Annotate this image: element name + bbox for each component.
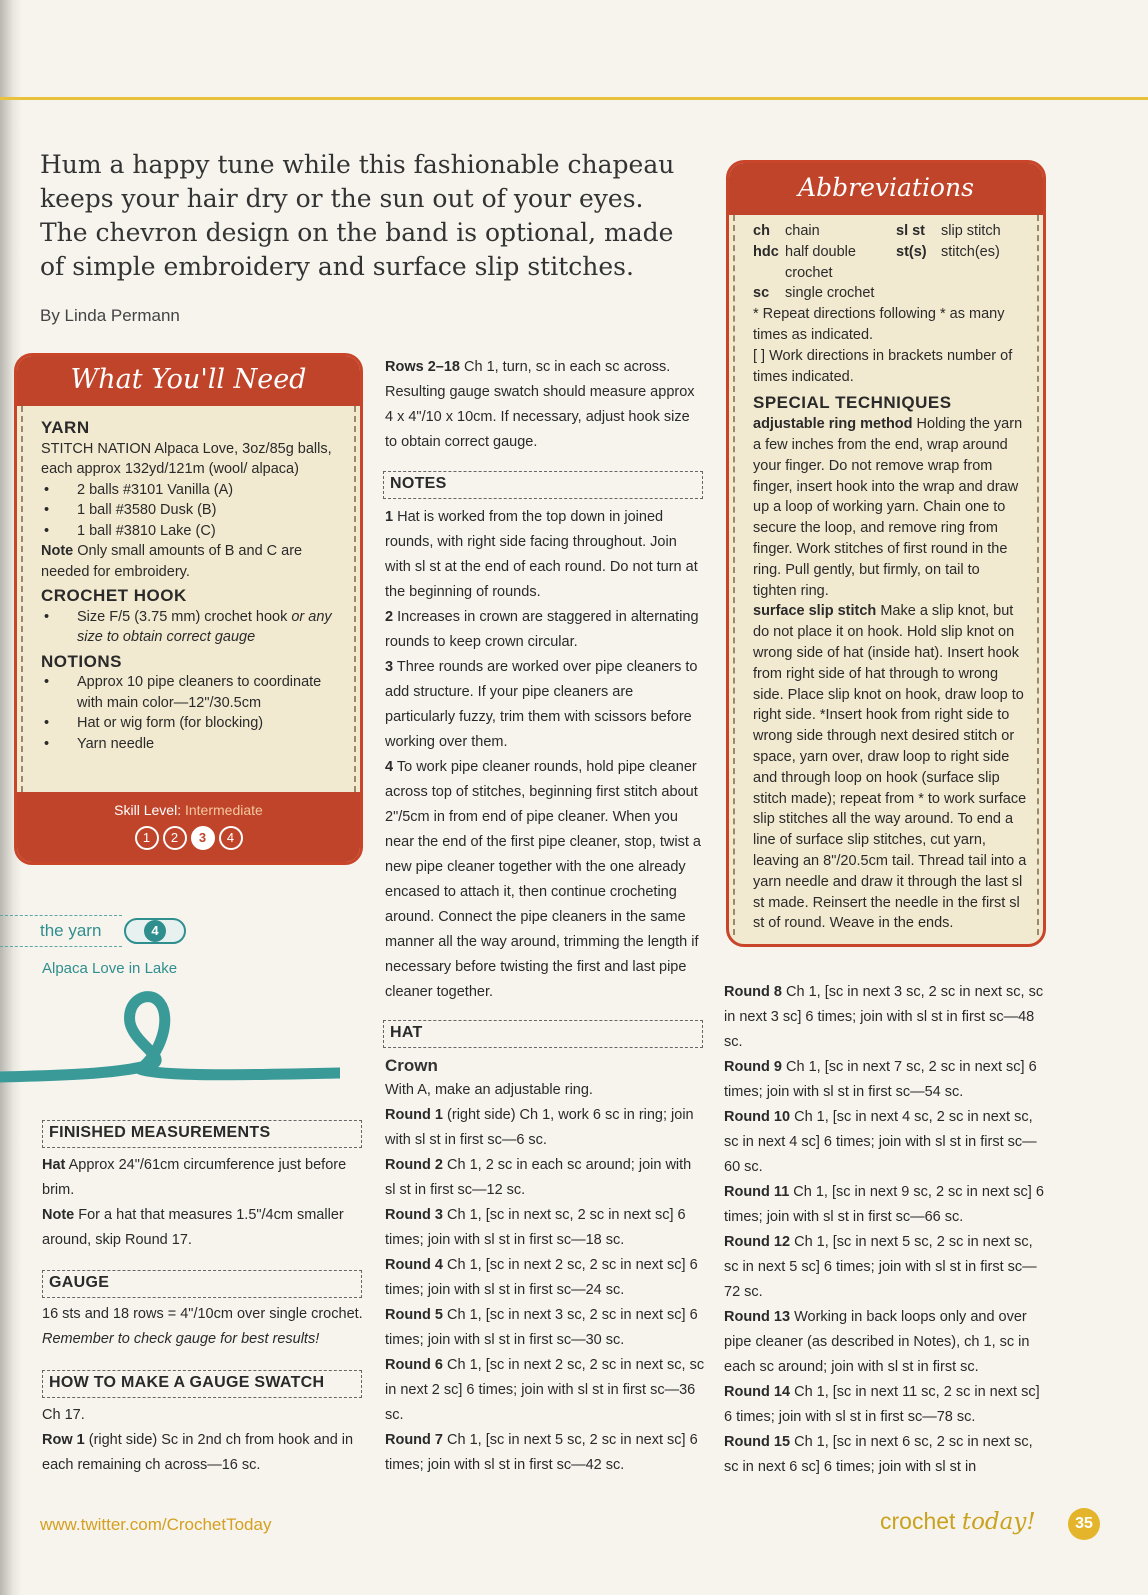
yarn-note bbox=[41, 541, 342, 582]
rows-label: Rows 2–18 bbox=[385, 359, 460, 375]
round-label: Round 3 bbox=[385, 1207, 443, 1223]
abbr-brackets: [ ] Work directions in brackets number of times indicated. bbox=[753, 347, 1013, 385]
round-text: Ch 1, 2 sc in each sc around; join with sl st in first sc—12 sc. bbox=[385, 1157, 692, 1198]
note-text: Hat is worked from the top down in joined rounds, with right side facing throughout. Join with sl st at the end of each round. Do not turn at the beginning of rounds. bbox=[385, 509, 698, 600]
rows-text: Ch 1, turn, sc in each sc across. Resulting gauge swatch should measure approx 4 x 4"/10 x 10cm. If necessary, adjust hook size to obtain correct gauge. bbox=[385, 359, 695, 450]
round-item bbox=[385, 1253, 705, 1303]
round-label: Round 14 bbox=[724, 1384, 791, 1400]
round-text: Ch 1, [sc in next 3 sc, 2 sc in next sc] 6 times; join with sl st in first sc—30 sc. bbox=[385, 1307, 698, 1348]
hat-text: Approx 24"/61cm circumference just before brim. bbox=[42, 1157, 347, 1198]
round-text: Ch 1, [sc in next 11 sc, 2 sc in next sc] 6 times; join with sl st in first sc—78 sc. bbox=[724, 1384, 1040, 1425]
notes-heading: NOTES bbox=[383, 471, 703, 499]
notions-item: • Hat or wig form (for blocking) bbox=[41, 713, 342, 734]
measure-note-label: Note bbox=[42, 1207, 75, 1223]
round-item bbox=[724, 1380, 1046, 1430]
notions-item: • Yarn needle bbox=[41, 734, 342, 755]
round-label: Round 11 bbox=[724, 1184, 790, 1200]
round-text: Ch 1, [sc in next 9 sc, 2 sc in next sc] 6 times; join with sl st in first sc—66 sc. bbox=[724, 1184, 1044, 1225]
adjustable-ring-technique bbox=[753, 414, 1027, 601]
yarn-description: STITCH NATION Alpaca Love, 3oz/85g balls, each approx 132yd/121m (wool/ alpaca) bbox=[41, 440, 332, 477]
round-label: Round 9 bbox=[724, 1059, 782, 1075]
row1-text: (right side) Sc in 2nd ch from hook and in each remaining ch across—16 sc. bbox=[42, 1432, 354, 1473]
intro-paragraph: Hum a happy tune while this fashionable chapeau keeps your hair dry or the sun out of your eyes. The chevron design on the band is optional, made of simple embroidery and surface slip stitches. bbox=[40, 150, 675, 281]
abbr-value: single crochet bbox=[785, 285, 875, 302]
round-item bbox=[724, 1305, 1046, 1380]
swatch-chain: Ch 17. bbox=[42, 1407, 85, 1423]
round-text: Ch 1, [sc in next 6 sc, 2 sc in next sc, sc in next 6 sc] 6 times; join with sl st in bbox=[724, 1434, 1033, 1475]
hat-rounds-continued bbox=[724, 980, 1046, 1480]
the-yarn-ribbon: the yarn bbox=[0, 915, 122, 947]
hook-heading: CROCHET HOOK bbox=[41, 586, 187, 605]
notes-body bbox=[385, 505, 705, 1005]
finished-measurements-body bbox=[42, 1153, 364, 1253]
round-label: Round 10 bbox=[724, 1109, 791, 1125]
round-text: Ch 1, [sc in next sc, 2 sc in next sc] 6 times; join with sl st in first sc—18 sc. bbox=[385, 1207, 686, 1248]
round-item bbox=[385, 1103, 705, 1153]
round-label: Round 12 bbox=[724, 1234, 791, 1250]
round-text: Ch 1, [sc in next 5 sc, 2 sc in next sc, sc in next 5 sc] 6 times; join with sl st in first sc—72 sc. bbox=[724, 1234, 1037, 1300]
abbr-repeat: * Repeat directions following * as many times as indicated. bbox=[753, 306, 1005, 343]
abbr-key: hdc bbox=[753, 243, 779, 260]
note-text: Increases in crown are staggered in alternating rounds to keep crown circular. bbox=[385, 609, 699, 650]
round-text: Ch 1, [sc in next 3 sc, 2 sc in next sc, sc in next 3 sc] 6 times; join with sl st in first sc—48 sc. bbox=[724, 984, 1044, 1050]
round-item bbox=[724, 1180, 1046, 1230]
round-item bbox=[724, 1105, 1046, 1180]
hat-measure bbox=[42, 1153, 364, 1203]
hat-intro: With A, make an adjustable ring. bbox=[385, 1082, 593, 1098]
abbr-row bbox=[753, 221, 1027, 242]
row1-label: Row 1 bbox=[42, 1432, 85, 1448]
round-item bbox=[724, 1230, 1046, 1305]
hat-heading: HAT bbox=[383, 1020, 703, 1048]
round-label: Round 13 bbox=[724, 1309, 791, 1325]
skill-level-bar bbox=[17, 792, 360, 862]
yarn-caption: Alpaca Love in Lake bbox=[42, 960, 178, 977]
round-label: Round 1 bbox=[385, 1107, 443, 1123]
round-item bbox=[385, 1203, 705, 1253]
abbr-key: sc bbox=[753, 285, 770, 302]
crown-heading: Crown bbox=[385, 1056, 438, 1075]
swatch-rows-body bbox=[385, 355, 705, 455]
abbr-key: ch bbox=[753, 223, 770, 239]
note-text: Three rounds are worked over pipe cleaners to add structure. If your pipe cleaners are particularly fuzzy, trim them with scissors before working over them. bbox=[385, 659, 698, 750]
level-circle: 2 bbox=[163, 826, 187, 850]
need-content bbox=[21, 406, 356, 792]
yarn-weight-icon bbox=[124, 918, 186, 944]
note-item bbox=[385, 605, 705, 655]
gauge-reminder: Remember to check gauge for best results! bbox=[42, 1331, 320, 1347]
abbr-value: half double crochet bbox=[785, 243, 856, 281]
finished-measurements-heading: FINISHED MEASUREMENTS bbox=[42, 1120, 362, 1148]
abbr-value: chain bbox=[785, 223, 820, 239]
surface-slip-technique bbox=[753, 601, 1027, 934]
hook-alternative: or any size to obtain correct gauge bbox=[77, 608, 332, 645]
slip-text: Make a slip knot, but do not place it on hook. Hold slip knot on wrong side of hat (inside hat). Insert hook from right side of hat through to wrong side. Place slip knot on hook, draw loop to right side. *Insert hook from right side to wrong side through next desired stitch or space, yarn over, draw loop to right side and through loop on hook (surface slip stitch made); repeat from * to work surface slip stitches all the way around. To end a line of surface slip stitches, cut yarn, leaving an 8"/20.5cm tail. Thread tail into a yarn needle and draw it through the last sl st made. Reinsert the needle in the first sl st of round. Weave in the ends. bbox=[753, 603, 1027, 932]
abbr-value: slip stitch bbox=[941, 223, 1001, 239]
round-label: Round 15 bbox=[724, 1434, 791, 1450]
round-label: Round 5 bbox=[385, 1307, 443, 1323]
note-item bbox=[385, 655, 705, 755]
yarn-weight-number: 4 bbox=[144, 920, 166, 942]
note-number: 4 bbox=[385, 759, 394, 775]
round-item bbox=[724, 980, 1046, 1055]
round-item bbox=[724, 1430, 1046, 1480]
gauge-text: 16 sts and 18 rows = 4"/10cm over single crochet. bbox=[42, 1306, 363, 1322]
ring-label: adjustable ring method bbox=[753, 416, 913, 433]
gauge-swatch-body bbox=[42, 1403, 364, 1478]
round-item bbox=[385, 1303, 705, 1353]
round-label: Round 2 bbox=[385, 1157, 443, 1173]
byline: By Linda Permann bbox=[40, 306, 180, 325]
level-circle: 4 bbox=[219, 826, 243, 850]
footer-twitter-url[interactable]: www.twitter.com/CrochetToday bbox=[40, 1515, 272, 1534]
round-item bbox=[724, 1055, 1046, 1105]
level-circle: 1 bbox=[135, 826, 159, 850]
round-label: Round 7 bbox=[385, 1432, 443, 1448]
top-rule bbox=[0, 97, 1148, 100]
swatch-row1 bbox=[42, 1428, 364, 1478]
level-circle-active: 3 bbox=[191, 826, 215, 850]
round-text: (right side) Ch 1, work 6 sc in ring; join with sl st in first sc—6 sc. bbox=[385, 1107, 694, 1148]
skill-value: Intermediate bbox=[184, 802, 263, 818]
gauge-heading: GAUGE bbox=[42, 1270, 362, 1298]
what-youll-need-box bbox=[14, 353, 363, 865]
note-number: 2 bbox=[385, 609, 394, 625]
round-label: Round 8 bbox=[724, 984, 782, 1000]
hat-body bbox=[385, 1053, 705, 1478]
round-item bbox=[385, 1353, 705, 1428]
abbreviations-box bbox=[726, 160, 1046, 947]
abbr-row bbox=[753, 283, 1027, 304]
round-text: Working in back loops only and over pipe cleaner (as described in Notes), ch 1, sc in each sc around; join with sl st in first sc. bbox=[724, 1309, 1030, 1375]
note-text: To work pipe cleaner rounds, hold pipe cleaner across top of stitches, beginning first stitch about 2"/5cm in from end of pipe cleaner. When you near the end of the first pipe cleaner, stop, twist a new pipe cleaner together with the one already encased to attach it, then continue crocheting around. Connect the pipe cleaners in the same manner all the way around, trimming the length if necessary before twisting the first and last pipe cleaner together. bbox=[385, 759, 701, 1000]
notions-heading: NOTIONS bbox=[41, 651, 122, 671]
yarn-item: • 2 balls #3101 Vanilla (A) bbox=[41, 480, 342, 501]
special-techniques-heading: SPECIAL TECHNIQUES bbox=[753, 393, 952, 413]
note-text: Only small amounts of B and C are needed for embroidery. bbox=[41, 543, 303, 580]
note-number: 3 bbox=[385, 659, 394, 675]
yarn-item: • 1 ball #3580 Dusk (B) bbox=[41, 500, 342, 521]
abbr-key: st(s) bbox=[896, 243, 927, 260]
skill-label: Skill Level: bbox=[114, 802, 182, 818]
note-item bbox=[385, 505, 705, 605]
ring-text: Holding the yarn a few inches from the end, wrap around your finger. Do not remove wrap from finger, insert hook into the wrap and draw up a loop of working yarn. Chain one to secure the loop, and remove ring from finger. Work stitches of first round in the ring. Pull gently, but firmly, on tail to tighten ring. bbox=[753, 416, 1023, 599]
measure-note-text: For a hat that measures 1.5"/4cm smaller around, skip Round 17. bbox=[42, 1207, 344, 1248]
brand-crochet: crochet bbox=[880, 1508, 956, 1534]
gauge-swatch-heading: HOW TO MAKE A GAUGE SWATCH bbox=[42, 1370, 362, 1398]
slip-label: surface slip stitch bbox=[753, 603, 877, 620]
round-item bbox=[385, 1153, 705, 1203]
abbreviations-title: Abbreviations bbox=[729, 163, 1043, 215]
footer-brand-logo bbox=[880, 1508, 1036, 1535]
round-text: Ch 1, [sc in next 4 sc, 2 sc in next sc, sc in next 4 sc] 6 times; join with sl st in first sc—60 sc. bbox=[724, 1109, 1037, 1175]
round-label: Round 4 bbox=[385, 1257, 443, 1273]
yarn-item: • 1 ball #3810 Lake (C) bbox=[41, 521, 342, 542]
round-text: Ch 1, [sc in next 2 sc, 2 sc in next sc, sc in next 2 sc] 6 times; join with sl st in first sc—36 sc. bbox=[385, 1357, 705, 1423]
yarn-strand-image bbox=[0, 985, 340, 1095]
hat-label: Hat bbox=[42, 1157, 66, 1173]
yarn-strand bbox=[0, 997, 340, 1077]
abbr-value: stitch(es) bbox=[941, 243, 1000, 260]
round-text: Ch 1, [sc in next 2 sc, 2 sc in next sc] 6 times; join with sl st in first sc—24 sc. bbox=[385, 1257, 698, 1298]
hook-item bbox=[41, 607, 342, 648]
need-title: What You'll Need bbox=[17, 356, 360, 406]
yarn-heading: YARN bbox=[41, 418, 90, 437]
abbreviations-content bbox=[733, 215, 1039, 935]
abbr-key: sl st bbox=[896, 223, 926, 239]
gauge-body bbox=[42, 1302, 364, 1352]
round-label: Round 6 bbox=[385, 1357, 443, 1373]
skill-circles bbox=[17, 826, 360, 850]
hook-text: Size F/5 (3.75 mm) crochet hook bbox=[77, 608, 288, 625]
page-number: 35 bbox=[1068, 1508, 1100, 1540]
round-text: Ch 1, [sc in next 5 sc, 2 sc in next sc] 6 times; join with sl st in first sc—42 sc. bbox=[385, 1432, 698, 1473]
abbr-row bbox=[753, 242, 1027, 284]
measure-note bbox=[42, 1203, 364, 1253]
note-item bbox=[385, 755, 705, 1005]
notions-item: • Approx 10 pipe cleaners to coordinate with main color—12"/30.5cm bbox=[41, 672, 342, 713]
brand-today: today! bbox=[961, 1509, 1036, 1535]
round-item bbox=[385, 1428, 705, 1478]
round-text: Ch 1, [sc in next 7 sc, 2 sc in next sc] 6 times; join with sl st in first sc—54 sc. bbox=[724, 1059, 1037, 1100]
note-number: 1 bbox=[385, 509, 394, 525]
note-label: Note bbox=[41, 543, 74, 559]
